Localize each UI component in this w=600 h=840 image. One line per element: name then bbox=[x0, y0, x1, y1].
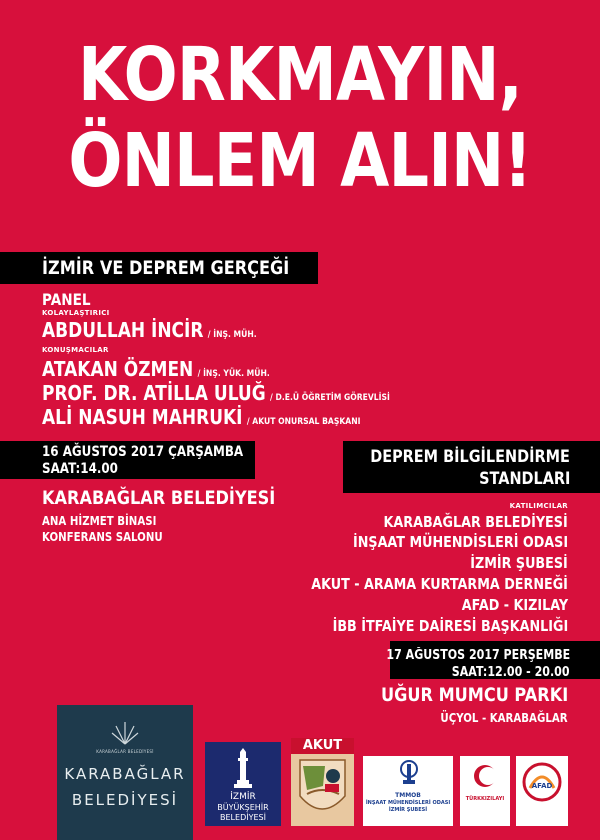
crescent-icon bbox=[473, 764, 497, 788]
izmir-line2: BÜYÜKŞEHİR bbox=[217, 803, 269, 812]
kizilay-logo bbox=[460, 756, 510, 826]
participant-4: AKUT - ARAMA KURTARMA DERNEĞİ bbox=[311, 575, 568, 593]
event1-venue-line2: ANA HİZMET BİNASI bbox=[42, 514, 157, 528]
kizilay-label: TÜRKKIZILAYI bbox=[465, 796, 505, 802]
tmmob-line3: İZMİR ŞUBESİ bbox=[388, 807, 428, 813]
panel-block bbox=[42, 290, 99, 309]
speaker-title: / İNŞ. YÜK. MÜH. bbox=[197, 369, 270, 379]
event2-venue-line2: ÜÇYOL - KARABAĞLAR bbox=[440, 711, 568, 725]
akut-logo bbox=[291, 738, 354, 826]
event1-venue: KARABAĞLAR BELEDİYESİ bbox=[42, 487, 276, 509]
karabaglar-line1: KARABAĞLAR bbox=[64, 765, 186, 783]
tmmob-line1: TMMOB bbox=[395, 792, 421, 799]
clock-tower-icon bbox=[231, 748, 255, 790]
event1-date: 16 AĞUSTOS 2017 ÇARŞAMBA bbox=[42, 444, 244, 460]
stands-title-bar bbox=[343, 441, 600, 493]
karabaglar-line2: BELEDİYESİ bbox=[71, 791, 179, 809]
event1-date-bar bbox=[0, 441, 255, 479]
speaker-title: / D.E.Ü ÖĞRETİM GÖREVLİSİ bbox=[270, 393, 390, 403]
stands-title-line1: DEPREM BİLGİLENDİRME bbox=[370, 447, 570, 467]
headline-line1: KORKMAYIN, bbox=[78, 32, 522, 118]
speaker-1 bbox=[42, 357, 310, 381]
speaker-3 bbox=[42, 405, 417, 429]
tmmob-emblem-icon bbox=[400, 760, 418, 786]
speaker-name: ALİ NASUH MAHRUKİ bbox=[42, 405, 243, 429]
speaker-name: PROF. DR. ATİLLA ULUĞ bbox=[42, 381, 266, 405]
izmir-line1: İZMİR bbox=[230, 792, 256, 802]
participants-label: KATILIMCILAR bbox=[509, 502, 568, 510]
afad-logo bbox=[516, 756, 568, 826]
speaker-2 bbox=[42, 381, 451, 405]
speaker-title: / AKUT ONURSAL BAŞKANI bbox=[246, 417, 361, 427]
panel-label: PANEL bbox=[42, 290, 91, 309]
headline-line2: ÖNLEM ALIN! bbox=[68, 118, 532, 204]
participant-5: AFAD - KIZILAY bbox=[461, 596, 568, 614]
speaker-name: ATAKAN ÖZMEN bbox=[42, 357, 194, 381]
akut-emblem-icon bbox=[295, 756, 350, 822]
moderator-label: KOLAYLAŞTIRICI bbox=[42, 309, 110, 317]
event2-venue: UĞUR MUMCU PARKI bbox=[380, 684, 568, 706]
moderator-title: / İNŞ. MÜH. bbox=[207, 330, 257, 340]
participant-3: İZMİR ŞUBESİ bbox=[470, 554, 568, 572]
karabaglar-emblem-icon bbox=[110, 718, 140, 746]
moderator-name: ABDULLAH İNCİR bbox=[42, 318, 204, 342]
tmmob-logo bbox=[363, 756, 453, 826]
izmir-line3: BELEDİYESİ bbox=[220, 813, 266, 822]
stands-title-line2: STANDLARI bbox=[478, 469, 570, 489]
event2-time: SAAT:12.00 - 20.00 bbox=[452, 665, 570, 680]
participant-1: KARABAĞLAR BELEDİYESİ bbox=[383, 513, 568, 531]
karabaglar-small-text: KARABAĞLAR BELEDİYESİ bbox=[96, 749, 154, 754]
panel-title: İZMİR VE DEPREM GERÇEĞİ bbox=[42, 257, 290, 279]
panel-title-bar bbox=[0, 252, 318, 284]
tmmob-line2: İNŞAAT MÜHENDİSLERİ ODASI bbox=[365, 800, 451, 806]
karabaglar-logo bbox=[57, 705, 193, 840]
afad-label: AFAD bbox=[531, 782, 553, 790]
event2-date-bar bbox=[386, 641, 600, 680]
event1-venue-block bbox=[42, 487, 316, 509]
event1-time: SAAT:14.00 bbox=[42, 461, 118, 477]
akut-label: AKUT bbox=[291, 738, 354, 754]
speakers-label: KONUŞMACILAR bbox=[42, 346, 109, 354]
participant-2: İNŞAAT MÜHENDİSLERİ ODASI bbox=[352, 533, 568, 551]
izmir-logo bbox=[205, 742, 281, 826]
participant-6: İBB İTFAİYE DAİRESİ BAŞKANLIĞI bbox=[332, 617, 568, 635]
moderator bbox=[42, 318, 295, 342]
event1-venue-line3: KONFERANS SALONU bbox=[42, 530, 163, 544]
event2-date: 17 AĞUSTOS 2017 PERŞEMBE bbox=[386, 648, 570, 663]
